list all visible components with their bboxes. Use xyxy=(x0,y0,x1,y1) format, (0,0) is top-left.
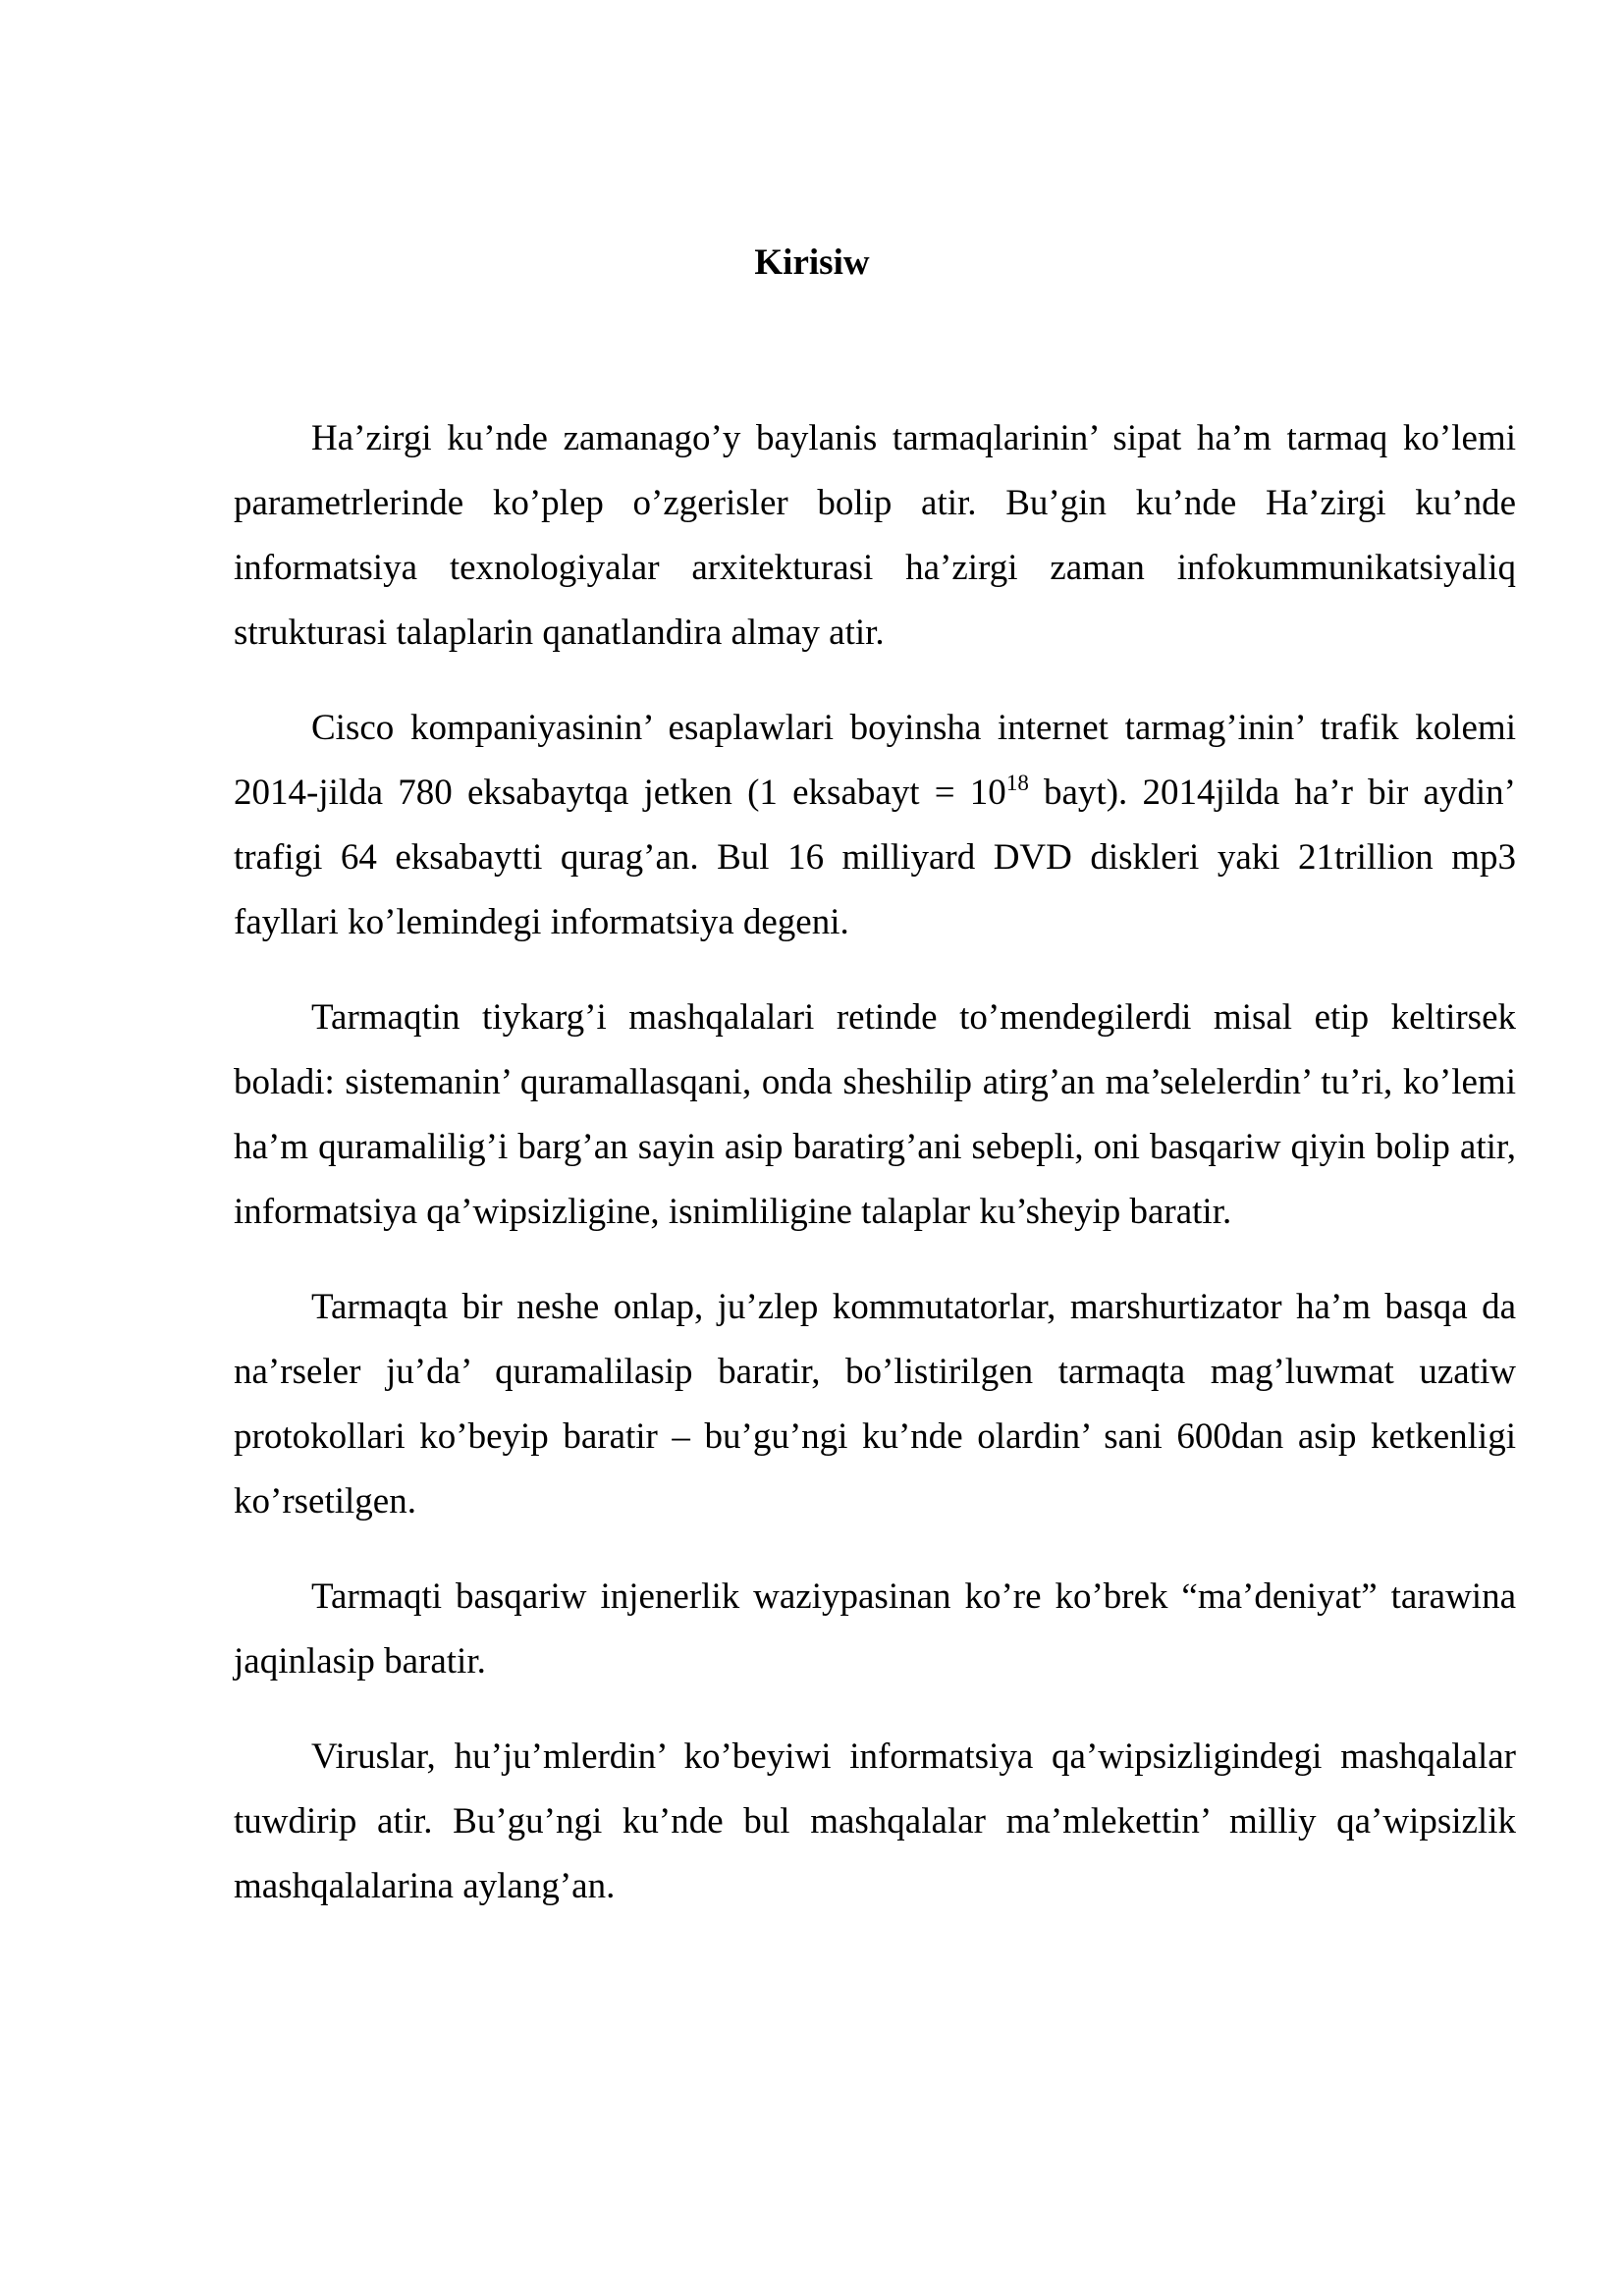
paragraph-2-text-after-superscript: bayt). 2014jilda ha’r bir aydin’ trafigi 64 eksabaytti qurag’an. Bul 16 milliyard DVD diskleri yaki 21trillion mp3 fayllari ko’lemindegi informatsiya degeni. xyxy=(234,773,1516,942)
paragraph-4: Tarmaqta bir neshe onlap, ju’zlep kommutatorlar, marshurtizator ha’m basqa da na’rseler ju’da’ quramalilasip baratir, bo’listirilgen tarmaqta mag’luwmat uzatiw protokollari ko’beyip baratir – bu’gu’ngi ku’nde olardin’ sani 600dan asip ketkenligi ko’rsetilgen. xyxy=(234,1287,1516,1522)
paragraph-2 xyxy=(234,696,1516,955)
paragraph-2-text-before-superscript: Cisco kompaniyasinin’ esaplawlari boyinsha internet tarmag’inin’ trafik kolemi 2014-jilda 780 eksabaytqa jetken (1 eksabayt = 10 xyxy=(234,708,1516,813)
paragraph-5: Tarmaqti basqariw injenerlik waziypasinan ko’re ko’brek “ma’deniyat” tarawina jaqinlasip baratir. xyxy=(234,1576,1516,1682)
paragraph-1: Ha’zirgi ku’nde zamanago’y baylanis tarmaqlarinin’ sipat ha’m tarmaq ko’lemi parametrlerinde ko’plep o’zgerisler bolip atir. Bu’gin ku’nde Ha’zirgi ku’nde informatsiya texnologiyalar arxitekturasi ha’zirgi zaman infokummunikatsiyaliq strukturasi talaplarin qanatlandira almay atir. xyxy=(234,418,1516,653)
document-body xyxy=(234,406,1516,1919)
page-title: Kirisiw xyxy=(754,242,870,283)
paragraph-6: Viruslar, hu’ju’mlerdin’ ko’beyiwi informatsiya qa’wipsizligindegi mashqalalar tuwdirip atir. Bu’gu’ngi ku’nde bul mashqalalar ma’mlekettin’ milliy qa’wipsizlik mashqalalarina aylang’an. xyxy=(234,1736,1516,1906)
paragraph-2-superscript-exponent: 18 xyxy=(1005,771,1029,795)
paragraph-3: Tarmaqtin tiykarg’i mashqalalari retinde to’mendegilerdi misal etip keltirsek boladi: sistemanin’ quramallasqani, onda sheshilip atirg’an ma’selelerdin’ tu’ri, ko’lemi ha’m quramalilig’i barg’an sayin asip baratirg’ani sebepli, oni basqariw qiyin bolip atir, informatsiya qa’wipsizligine, isnimliligine talaplar ku’sheyip baratir. xyxy=(234,997,1516,1232)
